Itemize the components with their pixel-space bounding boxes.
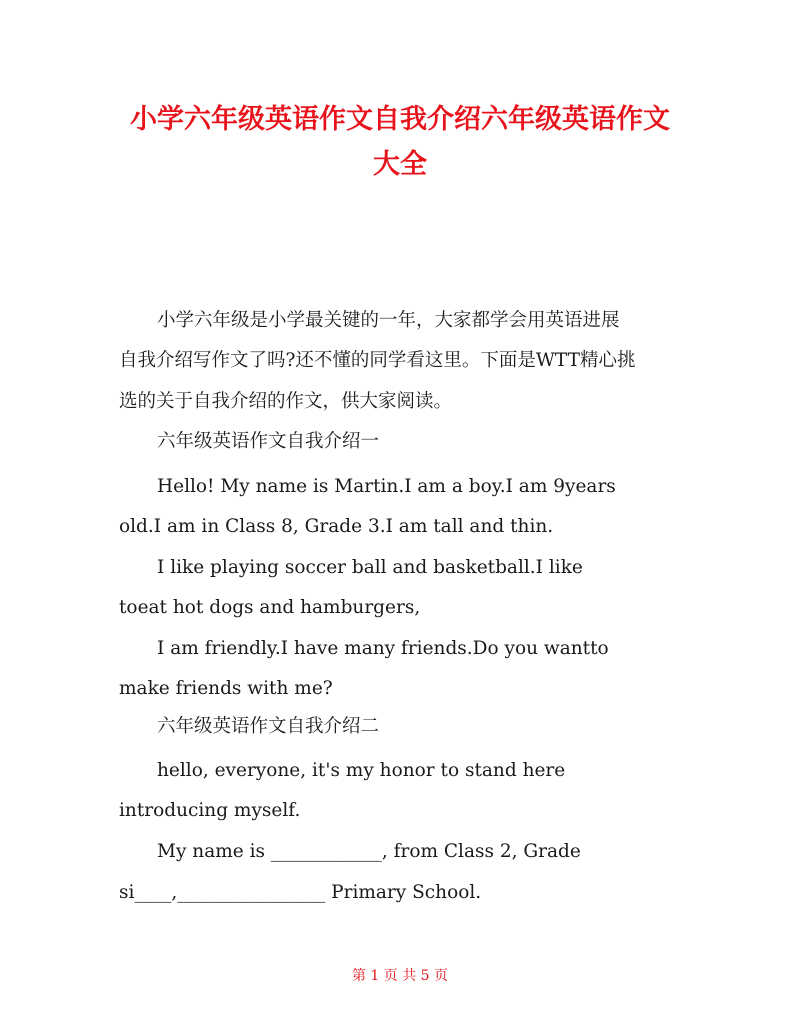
intro-line-1: 小学六年级是小学最关键的一年，大家都学会用英语进展 — [157, 310, 620, 331]
intro-line-3: 选的关于自我介绍的作文，供大家阅读。 — [119, 391, 453, 412]
essay2-line-2: introducing myself. — [119, 800, 301, 821]
essay1-line-2: old.I am in Class 8, Grade 3.I am tall and thin. — [119, 516, 554, 537]
page-number-footer: 第 1 页 共 5 页 — [351, 968, 449, 984]
intro-line-2: 自我介绍写作文了吗?还不懂的同学看这里。下面是WTT精心挑 — [119, 350, 636, 371]
essay1-line-6: make friends with me? — [119, 678, 333, 699]
essay1-line-5: I am friendly.I have many friends.Do you wantto — [157, 638, 609, 659]
essay1-line-1: Hello! My name is Martin.I am a boy.I am 9years — [157, 476, 616, 497]
essay1-line-4: toeat hot dogs and hamburgers, — [119, 597, 421, 618]
essay2-line-3: My name is ____________, from Class 2, Grade — [157, 841, 581, 862]
section-heading-2: 六年级英语作文自我介绍二 — [157, 716, 380, 737]
essay1-line-3: I like playing soccer ball and basketball.I like — [157, 557, 583, 578]
document-title-line-2: 大全 — [373, 149, 427, 180]
essay2-line-4: si____,________________ Primary School. — [119, 882, 482, 903]
essay2-line-1: hello, everyone, it's my honor to stand here — [157, 760, 566, 781]
document-title-line-1: 小学六年级英语作文自我介绍六年级英语作文 — [130, 104, 670, 135]
section-heading-1: 六年级英语作文自我介绍一 — [157, 431, 380, 452]
